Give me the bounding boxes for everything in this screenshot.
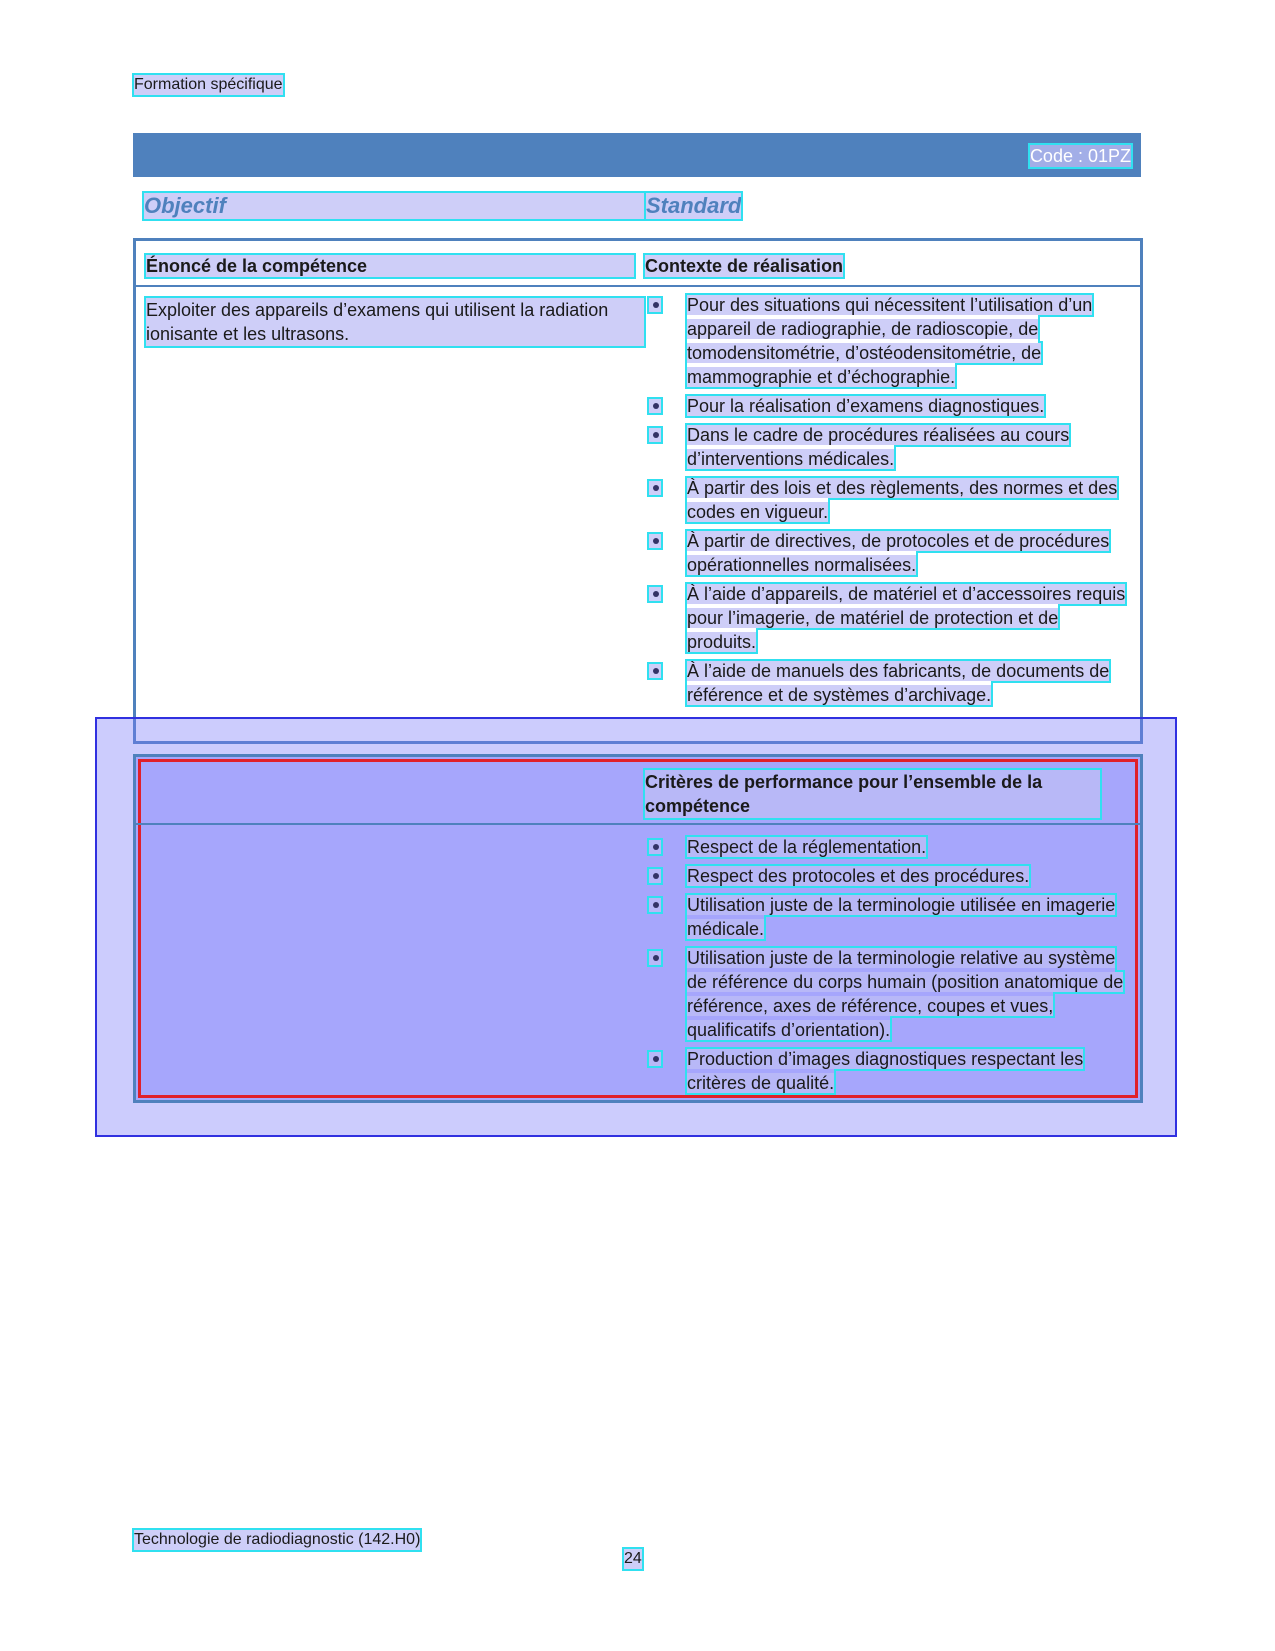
- criteria-table: [133, 754, 1143, 1103]
- list-item: [649, 893, 1129, 941]
- table-header-row: [136, 241, 1140, 287]
- bullet-icon: [649, 399, 661, 413]
- competency-statement: Exploiter des appareils d’examens qui utilisent la radiation ionisante et les ultrasons.: [146, 298, 644, 346]
- bullet-icon: [649, 1052, 661, 1066]
- list-item: [649, 659, 1129, 707]
- list-item: [649, 582, 1129, 654]
- criteria-list: [649, 835, 1129, 1100]
- context-heading: Contexte de réalisation: [645, 256, 844, 276]
- standard-title: Standard: [646, 193, 742, 218]
- bullet-icon: [649, 587, 661, 601]
- code-bar: [133, 133, 1141, 177]
- list-item: [649, 394, 1129, 418]
- list-item-text: Production d’images diagnostiques respectant les critères de qualité.: [687, 1049, 1084, 1093]
- table-header-row: [136, 757, 1140, 825]
- list-item-text: À l’aide de manuels des fabricants, de documents de référence et de systèmes d’archivage.: [687, 661, 1110, 705]
- list-item-text: À partir des lois et des règlements, des normes et des codes en vigueur.: [687, 478, 1118, 522]
- page-header: Formation spécifique: [134, 76, 283, 93]
- competency-table: [133, 238, 1143, 744]
- list-item: [649, 946, 1129, 1042]
- context-list: [649, 293, 1129, 712]
- bullet-icon: [649, 951, 661, 965]
- bullet-icon: [649, 481, 661, 495]
- list-item-text: À l’aide d’appareils, de matériel et d’accessoires requis pour l’imagerie, de matériel de protection et de produits.: [687, 584, 1126, 652]
- list-item: [649, 529, 1129, 577]
- list-item: [649, 293, 1129, 389]
- list-item-text: Pour la réalisation d’examens diagnostiques.: [687, 396, 1045, 416]
- objective-title: Objectif: [144, 193, 644, 219]
- competency-code: Code : 01PZ: [1029, 146, 1131, 166]
- list-item: [649, 476, 1129, 524]
- criteria-heading: Critères de performance pour l’ensemble de la compétence: [645, 770, 1100, 818]
- list-item-text: Respect des protocoles et des procédures.: [687, 866, 1030, 886]
- statement-heading: Énoncé de la compétence: [146, 255, 634, 277]
- list-item: [649, 835, 1129, 859]
- list-item: [649, 1047, 1129, 1095]
- list-item: [649, 423, 1129, 471]
- bullet-icon: [649, 664, 661, 678]
- bullet-icon: [649, 840, 661, 854]
- page-footer: Technologie de radiodiagnostic (142.H0): [134, 1531, 421, 1548]
- bullet-icon: [649, 298, 661, 312]
- bullet-icon: [649, 428, 661, 442]
- bullet-icon: [649, 534, 661, 548]
- list-item-text: À partir de directives, de protocoles et de procédures opérationnelles normalisées.: [687, 531, 1110, 575]
- list-item-text: Dans le cadre de procédures réalisées au cours d’interventions médicales.: [687, 425, 1070, 469]
- list-item-text: Pour des situations qui nécessitent l’utilisation d’un appareil de radiographie, de radioscopie, de tomodensitométrie, d’ostéodensitométrie, de mammographie et d’échographie.: [687, 295, 1093, 387]
- list-item-text: Respect de la réglementation.: [687, 837, 927, 857]
- list-item-text: Utilisation juste de la terminologie utilisée en imagerie médicale.: [687, 895, 1116, 939]
- bullet-icon: [649, 898, 661, 912]
- list-item-text: Utilisation juste de la terminologie relative au système de référence du corps humain (position anatomique de référence, axes de référence, coupes et vues, qualificatifs d’orientation).: [687, 948, 1124, 1040]
- bullet-icon: [649, 869, 661, 883]
- list-item: [649, 864, 1129, 888]
- page-number: 24: [624, 1550, 642, 1567]
